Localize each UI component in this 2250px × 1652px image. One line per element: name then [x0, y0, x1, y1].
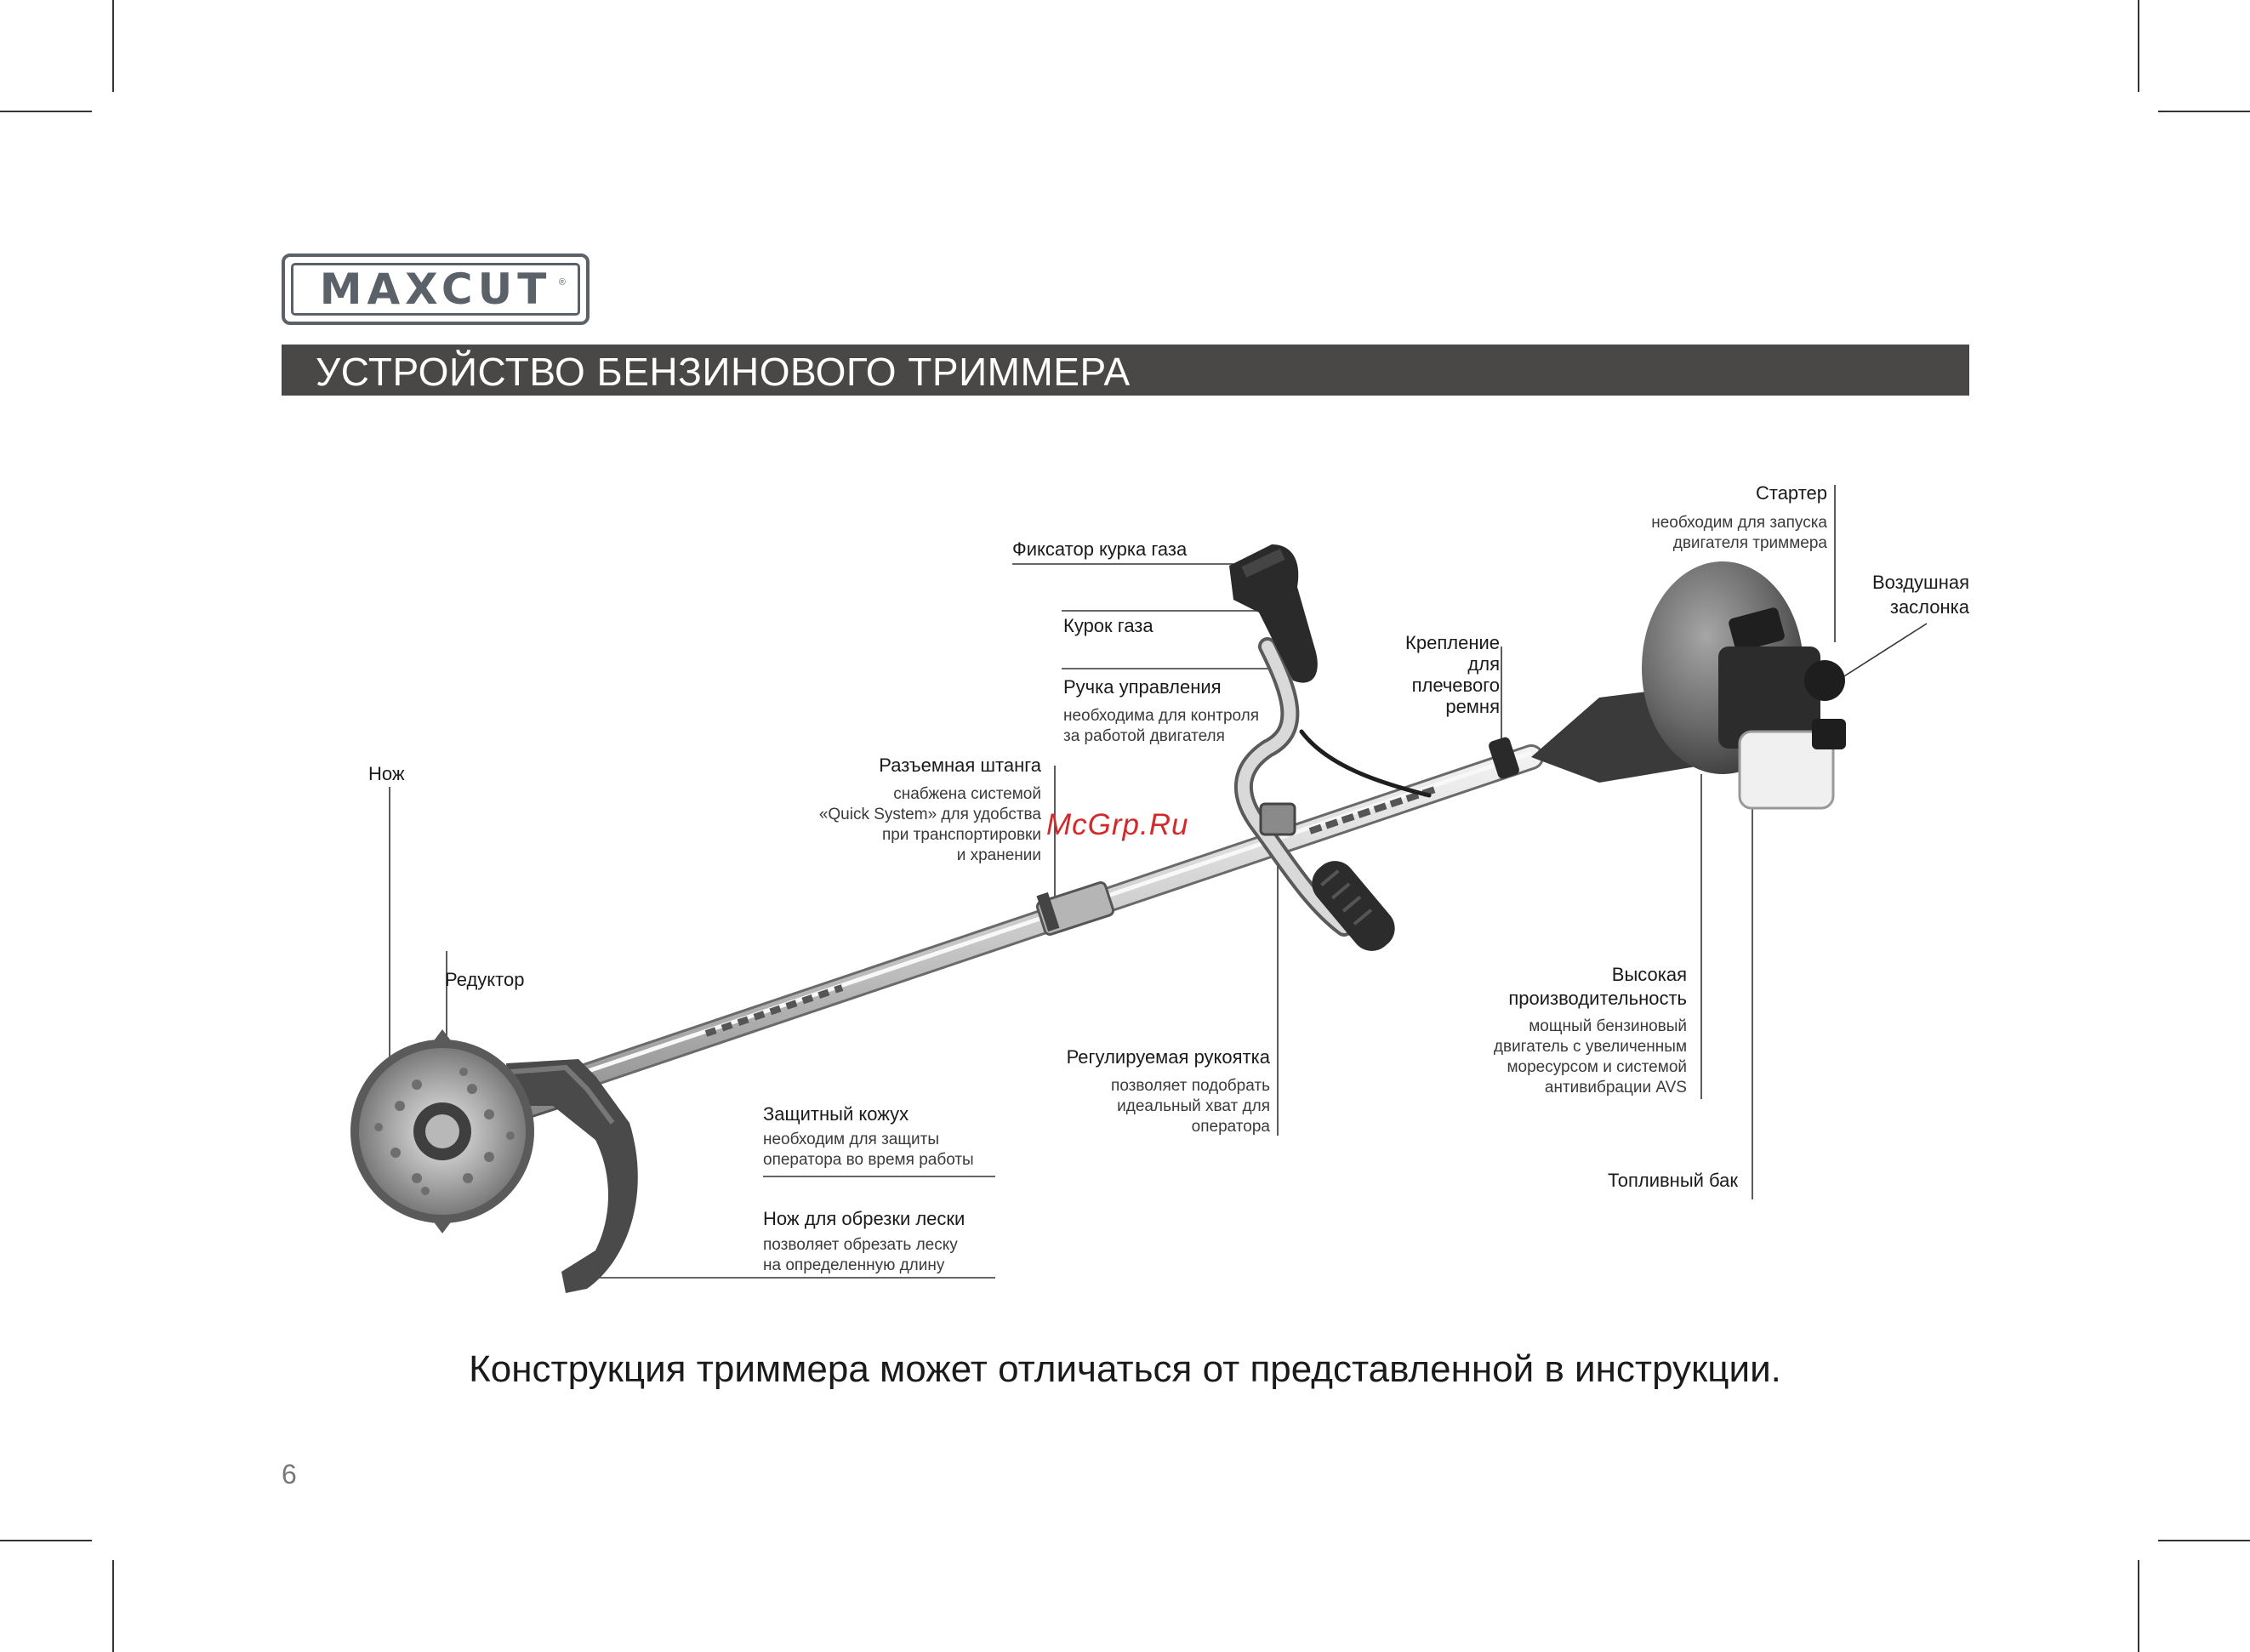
label-split-shaft: Разъемная штанга: [879, 755, 1041, 776]
desc-control-handle: необходима для контроля за работой двигателя: [1063, 707, 1260, 745]
desc-split-shaft: снабжена системой «Quick System» для удобства при транспортировки и хранении: [818, 785, 1041, 864]
desc-adjustable-handle: позволяет подобрать идеальный хват для оператора: [1111, 1077, 1270, 1136]
desc-performance: мощный бензиновый двигатель с увеличенным моресурсом и системой антивибрации AVS: [1493, 1017, 1687, 1097]
page-title: УСТРОЙСТВО БЕНЗИНОВОГО ТРИММЕРА: [316, 350, 1131, 394]
logo-registered-mark: ®: [558, 277, 566, 288]
label-fuel-tank: Топливный бак: [1607, 1170, 1738, 1191]
label-control-handle: Ручка управления: [1063, 676, 1222, 698]
label-choke: Воздушная заслонка: [1871, 572, 1969, 618]
label-performance: Высокая производительность: [1508, 964, 1687, 1009]
label-strap-mount: Крепление для плечевого ремня: [1405, 632, 1500, 717]
watermark: McGrp.Ru: [1046, 808, 1189, 841]
label-throttle-lock: Фиксатор курка газа: [1012, 538, 1188, 560]
desc-line-cutter: позволяет обрезать леску на определенную длину: [763, 1236, 958, 1274]
label-adjustable-handle: Регулируемая рукоятка: [1066, 1046, 1270, 1068]
footnote: Конструкция триммера может отличаться от представленной в инструкции.: [469, 1348, 1781, 1390]
label-guard: Защитный кожух: [763, 1103, 909, 1125]
label-starter: Стартер: [1755, 482, 1827, 504]
label-gearbox: Редуктор: [445, 969, 525, 990]
page-number: 6: [282, 1459, 297, 1490]
label-line-cutter: Нож для обрезки лески: [763, 1208, 966, 1229]
desc-starter: необходим для запуска двигателя триммера: [1651, 514, 1827, 552]
logo-text: MAXCUT: [319, 265, 552, 314]
desc-guard: необходим для защиты оператора во время работы: [763, 1131, 974, 1169]
label-blade: Нож: [368, 763, 405, 784]
label-throttle-trigger: Курок газа: [1063, 615, 1153, 636]
